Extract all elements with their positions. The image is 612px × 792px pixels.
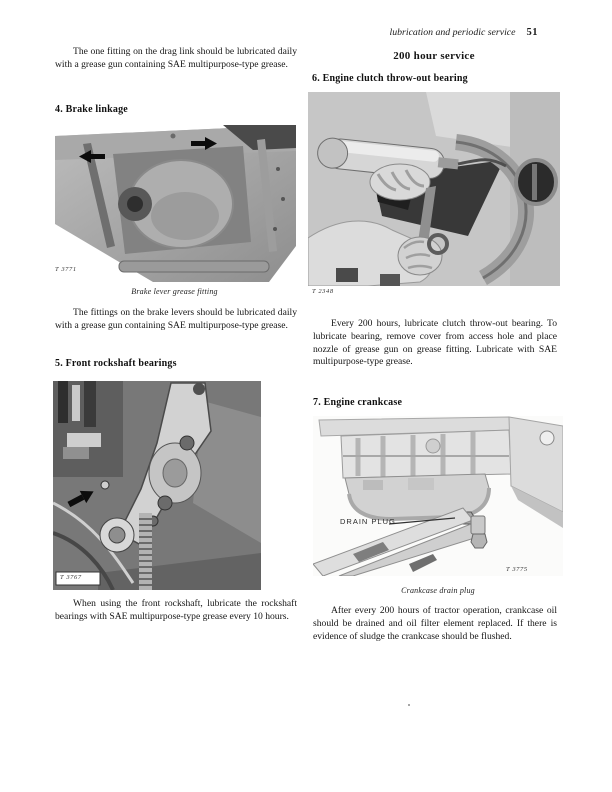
drain-plug-label: DRAIN PLUG xyxy=(340,517,396,526)
page-number: 51 xyxy=(526,27,538,38)
clutch-throwout-photo-art xyxy=(308,92,560,286)
brake-linkage-photo xyxy=(53,124,296,284)
section5-paragraph: When using the front rockshaft, lubricate the rockshaft bearings with SAE multipurpose-type grease every 10 hours. xyxy=(55,598,297,622)
service-interval-heading: 200 hour service xyxy=(393,50,475,62)
photo-id-label: T 2348 xyxy=(312,288,334,295)
crankcase-photo xyxy=(313,416,563,576)
section7-paragraph: After every 200 hours of tractor operation, crankcase oil should be drained and oil filter element replaced. If there is evidence of sludge the crankcase should be flushed. xyxy=(313,605,557,642)
crankcase-photo-art xyxy=(313,416,563,576)
section5-heading: 5. Front rockshaft bearings xyxy=(55,358,177,369)
running-title: lubrication and periodic service xyxy=(389,27,516,38)
intro-paragraph: The one fitting on the drag link should be lubricated daily with a grease gun containing SAE multipurpose-type grease. xyxy=(55,46,297,70)
scan-speck xyxy=(408,704,410,706)
crankcase-photo-caption: Crankcase drain plug xyxy=(401,586,475,595)
section4-heading: 4. Brake linkage xyxy=(55,104,128,115)
photo-id-label: T 3771 xyxy=(55,266,77,273)
section7-heading: 7. Engine crankcase xyxy=(313,397,403,408)
running-header xyxy=(300,27,538,38)
photo-id-label: T 3775 xyxy=(506,566,528,573)
front-rockshaft-photo-art xyxy=(53,381,261,590)
front-rockshaft-photo xyxy=(53,381,261,590)
brake-linkage-photo-art xyxy=(53,124,296,284)
clutch-throwout-photo xyxy=(308,92,560,286)
section6-paragraph: Every 200 hours, lubricate clutch throw-out bearing. To lubricate bearing, remove cover from access hole and place nozzle of grease gun on grease fitting. Lubricate with SAE multipurpose-type grease. xyxy=(313,318,557,368)
photo-id-label: T 3767 xyxy=(60,574,82,581)
section4-paragraph: The fittings on the brake levers should be lubricated daily with a grease gun containing SAE multipurpose-type grease. xyxy=(55,307,297,331)
brake-photo-caption: Brake lever grease fitting xyxy=(131,287,218,296)
section6-heading: 6. Engine clutch throw-out bearing xyxy=(312,73,468,84)
